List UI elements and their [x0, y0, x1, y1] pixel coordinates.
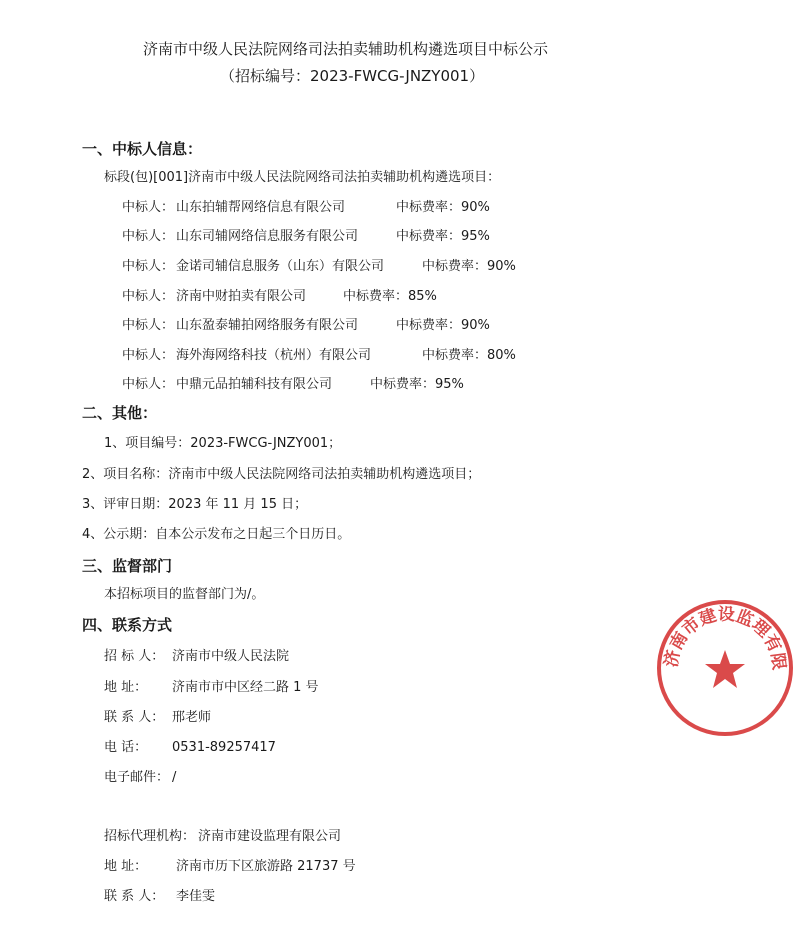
winner-label: 中标人： [122, 348, 175, 363]
winner-label: 中标人： [122, 377, 175, 392]
agency-value: 济南市建设监理有限公司 [198, 829, 342, 844]
winner-name: 济南中财拍卖有限公司 [176, 289, 307, 304]
tender-number: （招标编号：2023-FWCG-JNZY001） [220, 67, 485, 85]
section-supervision-heading: 三、监督部门 [82, 557, 173, 575]
winner-name: 金诺司辅信息服务（山东）有限公司 [176, 259, 385, 274]
winner-label: 中标人： [122, 289, 175, 304]
contact-label: 联 系 人： [104, 710, 165, 725]
other-item: 2、项目名称：济南市中级人民法院网络司法拍卖辅助机构遴选项目； [82, 467, 481, 482]
winner-rate: 中标费率：90% [422, 259, 516, 274]
section-contact-heading: 四、联系方式 [82, 616, 173, 634]
contact-value: / [172, 770, 177, 785]
notice-title: 济南市中级人民法院网络司法拍卖辅助机构遴选项目中标公示 [143, 40, 549, 58]
winner-rate: 中标费率：85% [343, 289, 437, 304]
winner-label: 中标人： [122, 259, 175, 274]
contact-value: 济南市中级人民法院 [172, 649, 290, 664]
seal-text: 济南市建设监理有限 [661, 604, 789, 672]
winner-rate: 中标费率：90% [396, 318, 490, 333]
agency-label: 地 址： [104, 859, 148, 874]
other-item: 1、项目编号：2023-FWCG-JNZY001； [104, 436, 342, 451]
contact-label: 地 址： [104, 680, 148, 695]
winner-rate: 中标费率：80% [422, 348, 516, 363]
contact-label: 招 标 人： [104, 649, 165, 664]
winner-name: 山东盈泰辅拍网络服务有限公司 [176, 318, 359, 333]
contact-label: 电子邮件： [104, 770, 170, 785]
lot-line: 标段(包)[001]济南市中级人民法院网络司法拍卖辅助机构遴选项目： [104, 170, 501, 185]
contact-label: 电 话： [104, 740, 148, 755]
agency-value: 济南市历下区旅游路 21737 号 [176, 859, 356, 874]
other-item: 4、公示期：自本公示发布之日起三个日历日。 [82, 527, 351, 542]
contact-value: 0531-89257417 [172, 740, 276, 755]
agency-label: 招标代理机构： [104, 829, 196, 844]
other-item: 3、评审日期：2023 年 11 月 15 日； [82, 497, 308, 512]
winner-name: 山东拍辅帮网络信息有限公司 [176, 200, 346, 215]
agency-value: 李佳雯 [176, 889, 216, 904]
winner-label: 中标人： [122, 229, 175, 244]
contact-value: 邢老师 [172, 710, 212, 725]
section-winners-heading: 一、中标人信息： [82, 140, 203, 158]
supervision-text: 本招标项目的监督部门为/。 [104, 587, 265, 602]
winner-label: 中标人： [122, 318, 175, 333]
seal-graphic [655, 598, 795, 738]
winner-name: 海外海网络科技（杭州）有限公司 [176, 348, 372, 363]
winner-label: 中标人： [122, 200, 175, 215]
section-other-heading: 二、其他： [82, 404, 158, 422]
winner-rate: 中标费率：95% [396, 229, 490, 244]
winner-name: 山东司辅网络信息服务有限公司 [176, 229, 359, 244]
agency-label: 联 系 人： [104, 889, 165, 904]
company-seal [655, 598, 795, 738]
contact-value: 济南市市中区经二路 1 号 [172, 680, 319, 695]
winner-rate: 中标费率：95% [370, 377, 464, 392]
winner-name: 中鼎元品拍辅科技有限公司 [176, 377, 333, 392]
winner-rate: 中标费率：90% [396, 200, 490, 215]
